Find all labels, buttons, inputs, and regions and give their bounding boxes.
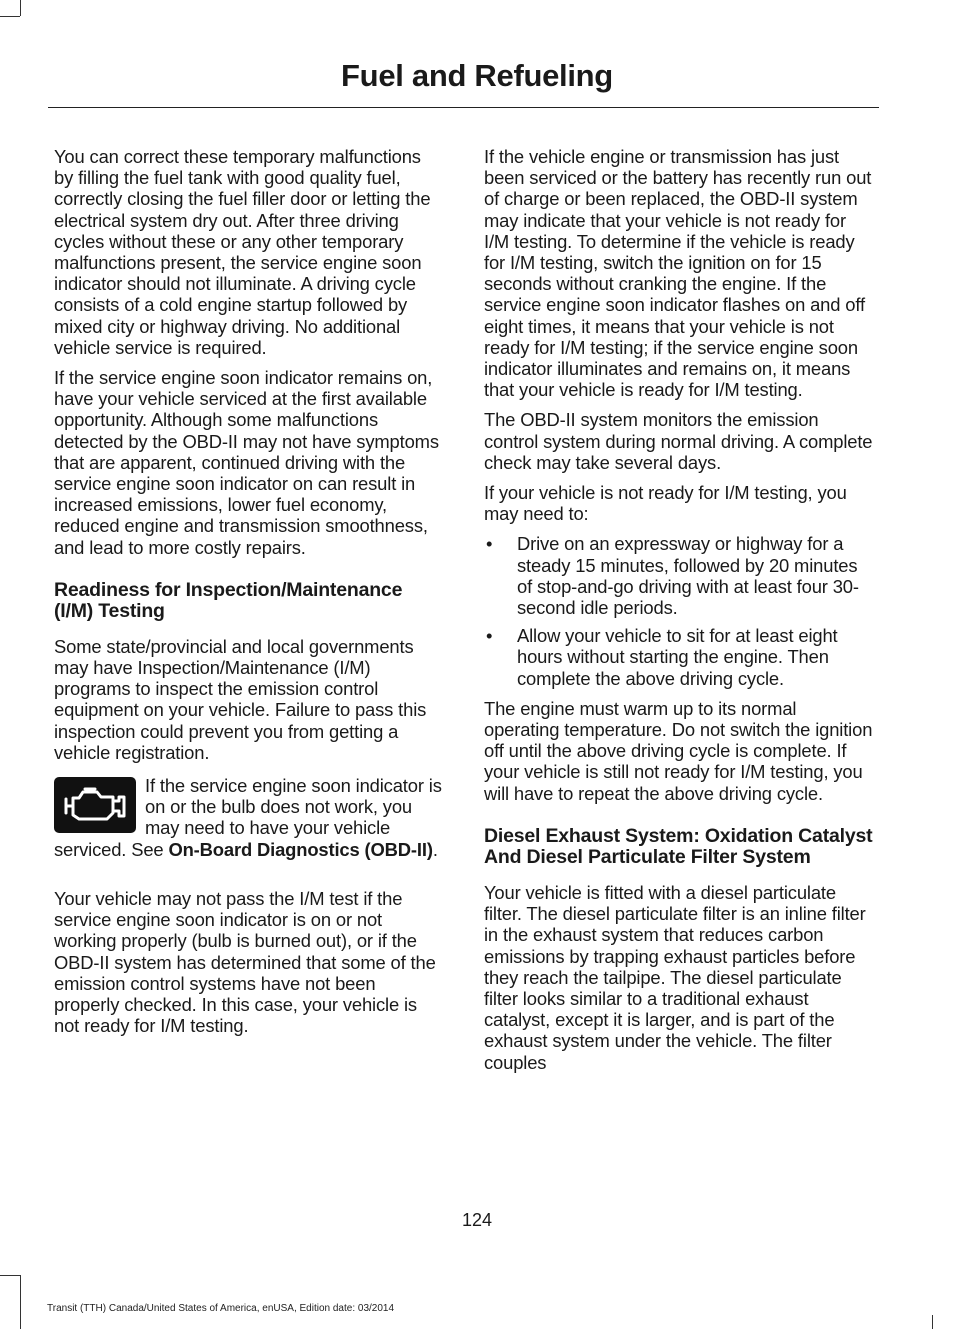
check-engine-icon <box>54 777 136 833</box>
paragraph: If your vehicle is not ready for I/M testing, you may need to: <box>484 482 847 525</box>
list-item-text: Drive on an expressway or highway for a steady 15 minutes, followed by 20 minutes of stop-and-go driving with at least four 30-second idle periods. <box>517 533 859 619</box>
paragraph: Your vehicle may not pass the I/M test if the service engine soon indicator is on or not working properly (bulb is burned out), or if the OBD-II system has determined that some of the emission control systems have not been properly checked. In this case, your vehicle is not ready for I/M testing. <box>54 887 436 1037</box>
section-heading-diesel-exhaust: Diesel Exhaust System: Oxidation Catalyst And Diesel Particulate Filter System <box>484 824 873 869</box>
obd-cross-reference-link[interactable]: On-Board Diagnostics (OBD-II) <box>168 838 433 860</box>
paragraph: If the vehicle engine or transmission has just been serviced or the battery has recently run out of charge or been replaced, the OBD-II system may indicate that your vehicle is not ready for I/M testing. To determine if the vehicle is ready for I/M testing, switch the ignition on for 15 seconds without cranking the engine. If the service engine soon indicator flashes on and off eight times, it means that your vehicle is not ready for I/M testing; if the service engine soon indicator illuminates and remains on, it means that your vehicle is ready for I/M testing. <box>484 146 872 401</box>
crop-mark <box>20 1275 21 1329</box>
crop-mark <box>0 16 20 17</box>
icon-paragraph-text: If the service engine soon indicator is on or the bulb does not work, you may need to have your vehicle serviced. See <box>54 775 442 860</box>
right-column <box>484 146 874 1082</box>
list-item <box>484 625 874 689</box>
bullet-list <box>484 533 874 688</box>
page-title: Fuel and Refueling <box>341 58 613 93</box>
crop-mark <box>0 1275 20 1276</box>
icon-paragraph-end: . <box>432 838 438 860</box>
paragraph: If the service engine soon indicator remains on, have your vehicle serviced at the first available opportunity. Although some malfunctions detected by the OBD-II may not have symptoms that are apparent, continued driving with the service engine soon indicator on can result in increased emissions, lower fuel economy, reduced engine and transmission smoothness, and lead to more costly repairs. <box>54 367 439 558</box>
icon-paragraph <box>54 775 444 860</box>
paragraph: Your vehicle is fitted with a diesel particulate filter. The diesel particulate filter is an inline filter in the exhaust system that reduces carbon emissions by trapping exhaust particles before they reach the tailpipe. The diesel particulate filter looks similar to a traditional exhaust catalyst, except it is larger, and is part of the exhaust system under the vehicle. The filter couples <box>484 881 866 1073</box>
paragraph: The OBD-II system monitors the emission control system during normal driving. A complete check may take several days. <box>484 409 873 473</box>
paragraph: The engine must warm up to its normal operating temperature. Do not switch the ignition off until the above driving cycle is complete. If your vehicle is still not ready for I/M testing, you will have to repeat the above driving cycle. <box>484 697 873 804</box>
list-item <box>484 533 874 618</box>
crop-mark <box>932 1315 933 1329</box>
page-number: 124 <box>461 1210 493 1230</box>
crop-mark <box>20 0 21 16</box>
footer-edition-text: Transit (TTH) Canada/United States of America, enUSA, Edition date: 03/2014 <box>47 1303 395 1314</box>
paragraph: You can correct these temporary malfunctions by filling the fuel tank with good quality fuel, correctly closing the fuel filler door or letting the electrical system dry out. After three driving cycles without these or any other temporary malfunctions present, the service engine soon indicator should not illuminate. A driving cycle consists of a cold engine startup followed by mixed city or highway driving. No additional vehicle service is required. <box>54 146 431 358</box>
title-divider <box>48 107 879 108</box>
bullet-symbol: • <box>486 533 493 555</box>
section-heading-im-testing: Readiness for Inspection/Maintenance (I/M) Testing <box>54 578 403 623</box>
bullet-symbol: • <box>486 625 493 647</box>
left-column <box>54 146 444 1045</box>
list-item-text: Allow your vehicle to sit for at least eight hours without starting the engine. Then complete the above driving cycle. <box>517 625 838 689</box>
paragraph: Some state/provincial and local governments may have Inspection/Maintenance (I/M) programs to inspect the emission control equipment on your vehicle. Failure to pass this inspection could prevent you from getting a vehicle registration. <box>54 635 427 763</box>
